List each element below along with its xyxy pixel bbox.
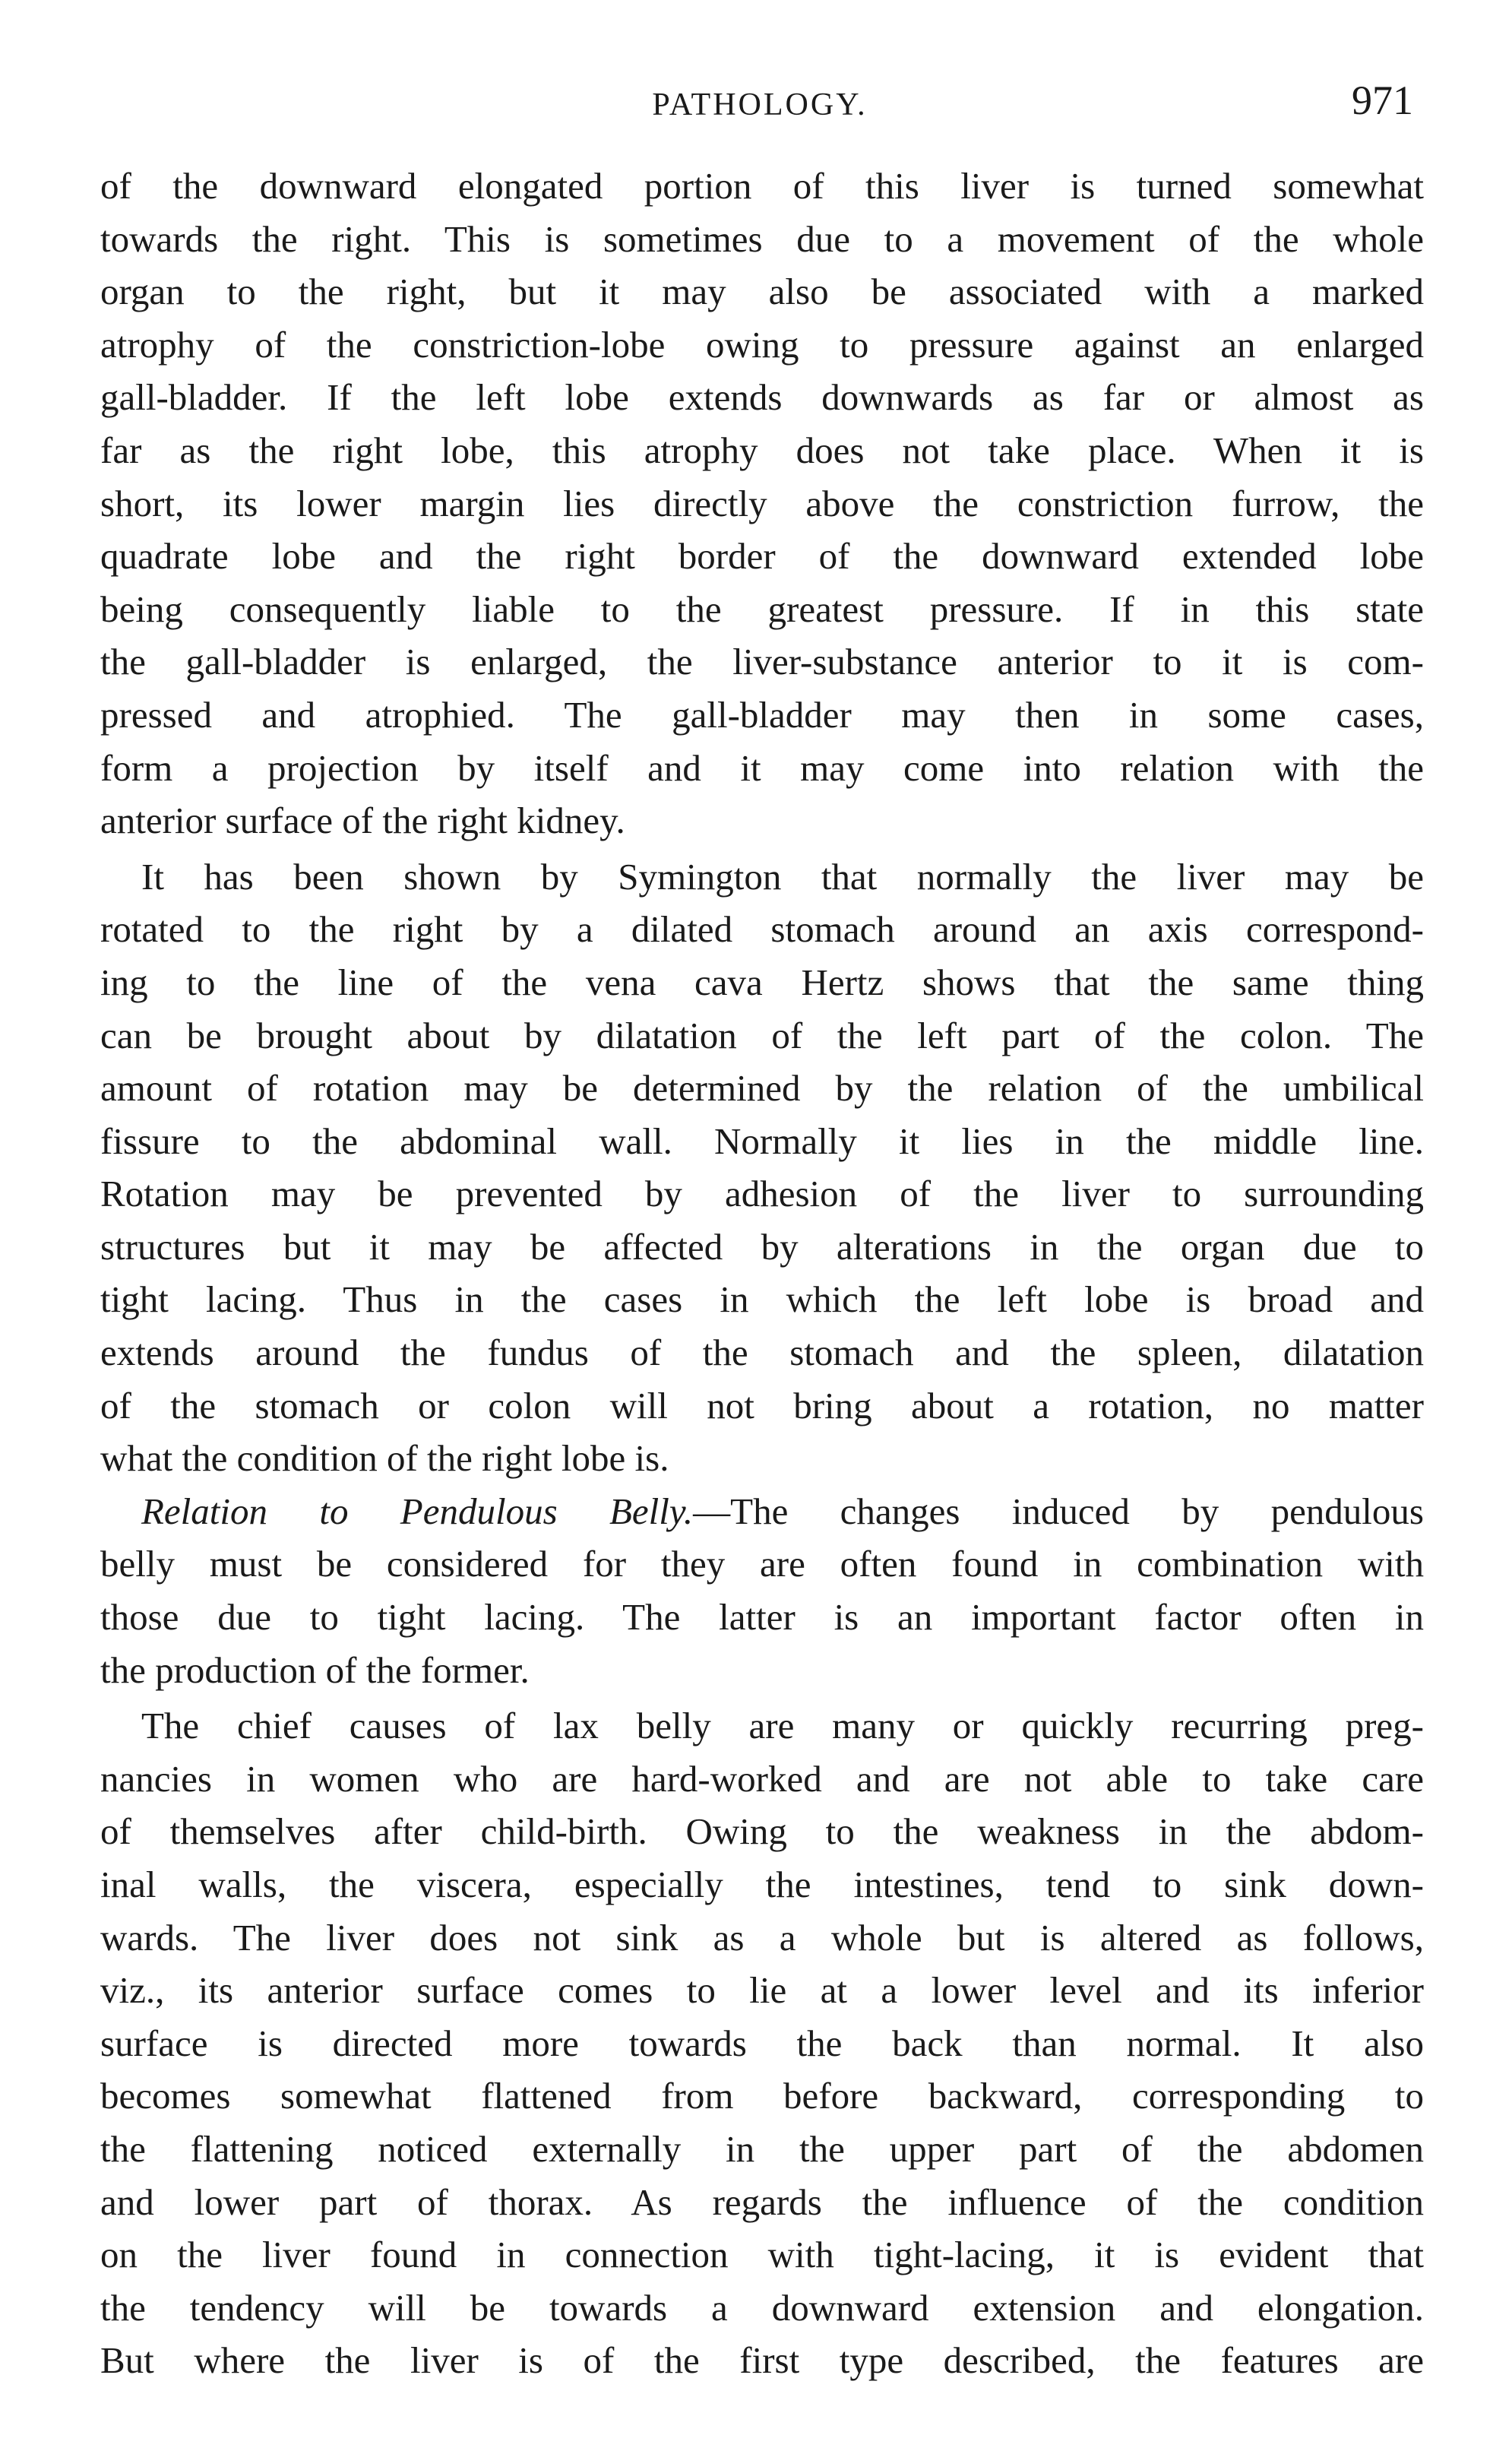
- text-line: fissure to the abdominal wall. Normally it lies in the middle line.: [100, 1119, 1424, 1162]
- text-line: towards the right. This is sometimes due to a movement of the whole: [100, 217, 1424, 260]
- text-line: form a projection by itself and it may come into relation with the: [100, 746, 1424, 789]
- section-heading: Relation to Pendulous Belly.: [141, 1490, 694, 1532]
- paragraph-3: [100, 1485, 1424, 1696]
- text-line: structures but it may be affected by alterations in the organ due to: [100, 1225, 1424, 1268]
- body-text: [100, 160, 1424, 2387]
- text-line: on the liver found in connection with tight-lacing, it is evident that: [100, 2234, 1424, 2276]
- text-line: organ to the right, but it may also be associated with a marked: [100, 271, 1424, 313]
- text-line: Rotation may be prevented by adhesion of the liver to surrounding: [100, 1173, 1424, 1215]
- text-line: what the condition of the right lobe is.: [100, 1437, 669, 1480]
- text-line: inal walls, the viscera, especially the intestines, tend to sink down-: [100, 1864, 1424, 1905]
- running-head: [106, 74, 1413, 135]
- text-line: It has been shown by Symington that normally the liver may be: [141, 855, 1424, 898]
- text-line: But where the liver is of the first type described, the features are: [100, 2339, 1424, 2382]
- paragraph-4: [100, 1699, 1424, 2387]
- text-line: atrophy of the constriction-lobe owing to pressure against an enlarged: [100, 323, 1424, 366]
- text-line: The chief causes of lax belly are many or quickly recurring preg-: [141, 1705, 1424, 1747]
- text-line: amount of rotation may be determined by the relation of the umbilical: [100, 1067, 1424, 1110]
- text-line: the gall-bladder is enlarged, the liver-substance anterior to it is com-: [100, 641, 1424, 683]
- paragraph-1: [100, 160, 1424, 847]
- text-line: pressed and atrophied. The gall-bladder may then in some cases,: [100, 693, 1424, 736]
- paragraph-2: [100, 850, 1424, 1485]
- text-line: ing to the line of the vena cava Hertz shows that the same thing: [100, 961, 1424, 1003]
- text-line: surface is directed more towards the back than normal. It also: [100, 2022, 1424, 2064]
- running-title: PATHOLOGY.: [652, 87, 868, 122]
- text-line: being consequently liable to the greatest pressure. If in this state: [100, 587, 1424, 630]
- text-line: tight lacing. Thus in the cases in which the left lobe is broad and: [100, 1278, 1424, 1321]
- text-line: the tendency will be towards a downward extension and elongation.: [100, 2286, 1424, 2329]
- text-run: —The changes induced by pendulous: [693, 1490, 1424, 1532]
- text-line: and lower part of thorax. As regards the influence of the condition: [100, 2180, 1424, 2223]
- text-line: belly must be considered for they are often found in combination with: [100, 1543, 1424, 1585]
- text-line: those due to tight lacing. The latter is an important factor often in: [100, 1596, 1424, 1639]
- text-line: anterior surface of the right kidney.: [100, 800, 625, 842]
- text-line: short, its lower margin lies directly above the constriction furrow, the: [100, 482, 1424, 524]
- text-line: of the stomach or colon will not bring about a rotation, no matter: [100, 1384, 1424, 1427]
- text-line: [100, 1485, 1424, 1538]
- text-line: wards. The liver does not sink as a whole but is altered as follows,: [100, 1916, 1424, 1959]
- text-line: quadrate lobe and the right border of the downward extended lobe: [100, 535, 1424, 578]
- text-line: of themselves after child-birth. Owing to the weakness in the abdom-: [100, 1810, 1424, 1853]
- text-line: far as the right lobe, this atrophy does not take place. When it is: [100, 429, 1424, 471]
- text-line: extends around the fundus of the stomach and the spleen, dilatation: [100, 1332, 1424, 1374]
- text-line: can be brought about by dilatation of the left part of the colon. The: [100, 1014, 1424, 1056]
- text-line: gall-bladder. If the left lobe extends downwards as far or almost as: [100, 376, 1424, 419]
- text-line: the production of the former.: [100, 1648, 530, 1691]
- text-line: of the downward elongated portion of this liver is turned somewhat: [100, 165, 1424, 207]
- text-line: becomes somewhat flattened from before backward, corresponding to: [100, 2075, 1424, 2117]
- text-line: viz., its anterior surface comes to lie at a lower level and its inferior: [100, 1969, 1424, 2012]
- page-number: 971: [1352, 78, 1413, 123]
- text-line: nancies in women who are hard-worked and are not able to take care: [100, 1757, 1424, 1800]
- text-line: rotated to the right by a dilated stomach around an axis correspond-: [100, 908, 1424, 951]
- text-line: the flattening noticed externally in the upper part of the abdomen: [100, 2127, 1424, 2170]
